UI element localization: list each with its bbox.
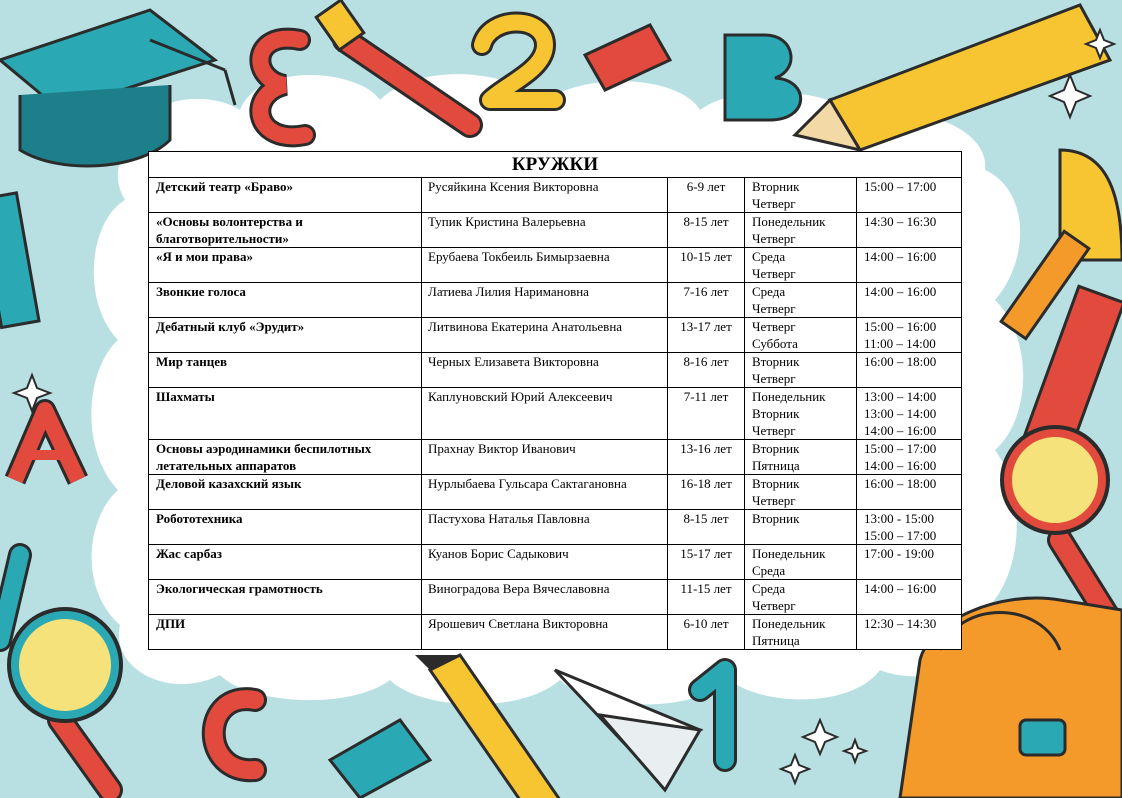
time-label: 17:00 - 19:00 bbox=[864, 546, 935, 561]
day-label: Понедельник bbox=[752, 616, 826, 631]
days-cell bbox=[745, 615, 857, 650]
time-label: 13:00 – 14:00 bbox=[864, 406, 937, 421]
teacher-cell: Тупик Кристина Валерьевна bbox=[422, 213, 668, 248]
age-cell: 11-15 лет bbox=[668, 580, 745, 615]
day-label: Четверг bbox=[752, 301, 796, 316]
club-name-cell: «Я и мои права» bbox=[149, 248, 422, 283]
day-label: Понедельник bbox=[752, 546, 826, 561]
table-row bbox=[149, 248, 962, 283]
times-cell bbox=[857, 213, 962, 248]
days-cell bbox=[745, 353, 857, 388]
times-cell bbox=[857, 178, 962, 213]
day-label: Четверг bbox=[752, 423, 796, 438]
times-cell bbox=[857, 545, 962, 580]
table-row bbox=[149, 318, 962, 353]
time-label: 15:00 – 17:00 bbox=[864, 179, 937, 194]
time-label: 12:30 – 14:30 bbox=[864, 616, 937, 631]
time-label: 14:00 – 16:00 bbox=[864, 423, 937, 438]
days-cell bbox=[745, 510, 857, 545]
teacher-cell: Ерубаева Токбеиль Бимырзаевна bbox=[422, 248, 668, 283]
days-cell bbox=[745, 475, 857, 510]
day-label: Вторник bbox=[752, 441, 800, 456]
time-label: 15:00 – 17:00 bbox=[864, 528, 937, 543]
day-label: Среда bbox=[752, 284, 786, 299]
time-label: 14:00 – 16:00 bbox=[864, 284, 937, 299]
teacher-cell: Латиева Лилия Наримановна bbox=[422, 283, 668, 318]
club-name-cell: Деловой казахский язык bbox=[149, 475, 422, 510]
day-label: Среда bbox=[752, 581, 786, 596]
teacher-cell: Каплуновский Юрий Алексеевич bbox=[422, 388, 668, 440]
time-label: 14:00 – 16:00 bbox=[864, 581, 937, 596]
table-row bbox=[149, 475, 962, 510]
time-label: 15:00 – 16:00 bbox=[864, 319, 937, 334]
day-label: Среда bbox=[752, 249, 786, 264]
day-label: Пятница bbox=[752, 633, 800, 648]
day-label: Четверг bbox=[752, 319, 796, 334]
days-cell bbox=[745, 248, 857, 283]
days-cell bbox=[745, 388, 857, 440]
table-row bbox=[149, 178, 962, 213]
age-cell: 16-18 лет bbox=[668, 475, 745, 510]
time-label: 13:00 - 15:00 bbox=[864, 511, 935, 526]
time-label: 11:00 – 14:00 bbox=[864, 336, 936, 351]
times-cell bbox=[857, 318, 962, 353]
time-label: 14:30 – 16:30 bbox=[864, 214, 937, 229]
day-label: Вторник bbox=[752, 511, 800, 526]
times-cell bbox=[857, 615, 962, 650]
club-name-cell: Шахматы bbox=[149, 388, 422, 440]
days-cell bbox=[745, 178, 857, 213]
age-cell: 15-17 лет bbox=[668, 545, 745, 580]
days-cell bbox=[745, 283, 857, 318]
table-row bbox=[149, 615, 962, 650]
day-label: Понедельник bbox=[752, 214, 826, 229]
teacher-cell: Русяйкина Ксения Викторовна bbox=[422, 178, 668, 213]
age-cell: 13-17 лет bbox=[668, 318, 745, 353]
club-name-cell: Экологическая грамотность bbox=[149, 580, 422, 615]
age-cell: 6-10 лет bbox=[668, 615, 745, 650]
times-cell bbox=[857, 388, 962, 440]
day-label: Четверг bbox=[752, 231, 796, 246]
clubs-table bbox=[148, 151, 962, 650]
age-cell: 6-9 лет bbox=[668, 178, 745, 213]
days-cell bbox=[745, 580, 857, 615]
club-name-cell: Дебатный клуб «Эрудит» bbox=[149, 318, 422, 353]
age-cell: 10-15 лет bbox=[668, 248, 745, 283]
times-cell bbox=[857, 283, 962, 318]
days-cell bbox=[745, 318, 857, 353]
days-cell bbox=[745, 440, 857, 475]
club-name-cell: Жас сарбаз bbox=[149, 545, 422, 580]
table-row bbox=[149, 213, 962, 248]
times-cell bbox=[857, 510, 962, 545]
teacher-cell: Виноградова Вера Вячеславовна bbox=[422, 580, 668, 615]
table-row bbox=[149, 353, 962, 388]
age-cell: 8-15 лет bbox=[668, 213, 745, 248]
times-cell bbox=[857, 475, 962, 510]
times-cell bbox=[857, 580, 962, 615]
age-cell: 8-15 лет bbox=[668, 510, 745, 545]
clubs-table-body bbox=[149, 178, 962, 650]
club-name-cell: Звонкие голоса bbox=[149, 283, 422, 318]
teacher-cell: Куанов Борис Садыкович bbox=[422, 545, 668, 580]
time-label: 14:00 – 16:00 bbox=[864, 458, 937, 473]
day-label: Вторник bbox=[752, 354, 800, 369]
table-row bbox=[149, 545, 962, 580]
teacher-cell: Черных Елизавета Викторовна bbox=[422, 353, 668, 388]
day-label: Вторник bbox=[752, 179, 800, 194]
times-cell bbox=[857, 353, 962, 388]
time-label: 16:00 – 18:00 bbox=[864, 476, 937, 491]
day-label: Четверг bbox=[752, 371, 796, 386]
age-cell: 7-11 лет bbox=[668, 388, 745, 440]
days-cell bbox=[745, 213, 857, 248]
day-label: Среда bbox=[752, 563, 786, 578]
age-cell: 7-16 лет bbox=[668, 283, 745, 318]
club-name-cell: Робототехника bbox=[149, 510, 422, 545]
time-label: 13:00 – 14:00 bbox=[864, 389, 937, 404]
day-label: Пятница bbox=[752, 458, 800, 473]
club-name-cell: «Основы волонтерства и благотворительности» bbox=[149, 213, 422, 248]
club-name-cell: Основы аэродинамики беспилотных летательных аппаратов bbox=[149, 440, 422, 475]
time-label: 16:00 – 18:00 bbox=[864, 354, 937, 369]
club-name-cell: Мир танцев bbox=[149, 353, 422, 388]
teacher-cell: Ярошевич Светлана Викторовна bbox=[422, 615, 668, 650]
age-cell: 13-16 лет bbox=[668, 440, 745, 475]
day-label: Четверг bbox=[752, 196, 796, 211]
table-row bbox=[149, 283, 962, 318]
times-cell bbox=[857, 248, 962, 283]
teacher-cell: Пастухова Наталья Павловна bbox=[422, 510, 668, 545]
times-cell bbox=[857, 440, 962, 475]
day-label: Вторник bbox=[752, 406, 800, 421]
age-cell: 8-16 лет bbox=[668, 353, 745, 388]
table-title: КРУЖКИ bbox=[149, 152, 962, 178]
club-name-cell: ДПИ bbox=[149, 615, 422, 650]
day-label: Четверг bbox=[752, 266, 796, 281]
day-label: Четверг bbox=[752, 493, 796, 508]
club-name-cell: Детский театр «Браво» bbox=[149, 178, 422, 213]
day-label: Суббота bbox=[752, 336, 798, 351]
days-cell bbox=[745, 545, 857, 580]
table-row bbox=[149, 388, 962, 440]
teacher-cell: Прахнау Виктор Иванович bbox=[422, 440, 668, 475]
table-row bbox=[149, 580, 962, 615]
teacher-cell: Литвинова Екатерина Анатольевна bbox=[422, 318, 668, 353]
time-label: 15:00 – 17:00 bbox=[864, 441, 937, 456]
schedule-sheet bbox=[148, 151, 961, 650]
day-label: Вторник bbox=[752, 476, 800, 491]
table-row bbox=[149, 440, 962, 475]
time-label: 14:00 – 16:00 bbox=[864, 249, 937, 264]
table-row bbox=[149, 510, 962, 545]
day-label: Четверг bbox=[752, 598, 796, 613]
teacher-cell: Нурлыбаева Гульсара Сактагановна bbox=[422, 475, 668, 510]
day-label: Понедельник bbox=[752, 389, 826, 404]
